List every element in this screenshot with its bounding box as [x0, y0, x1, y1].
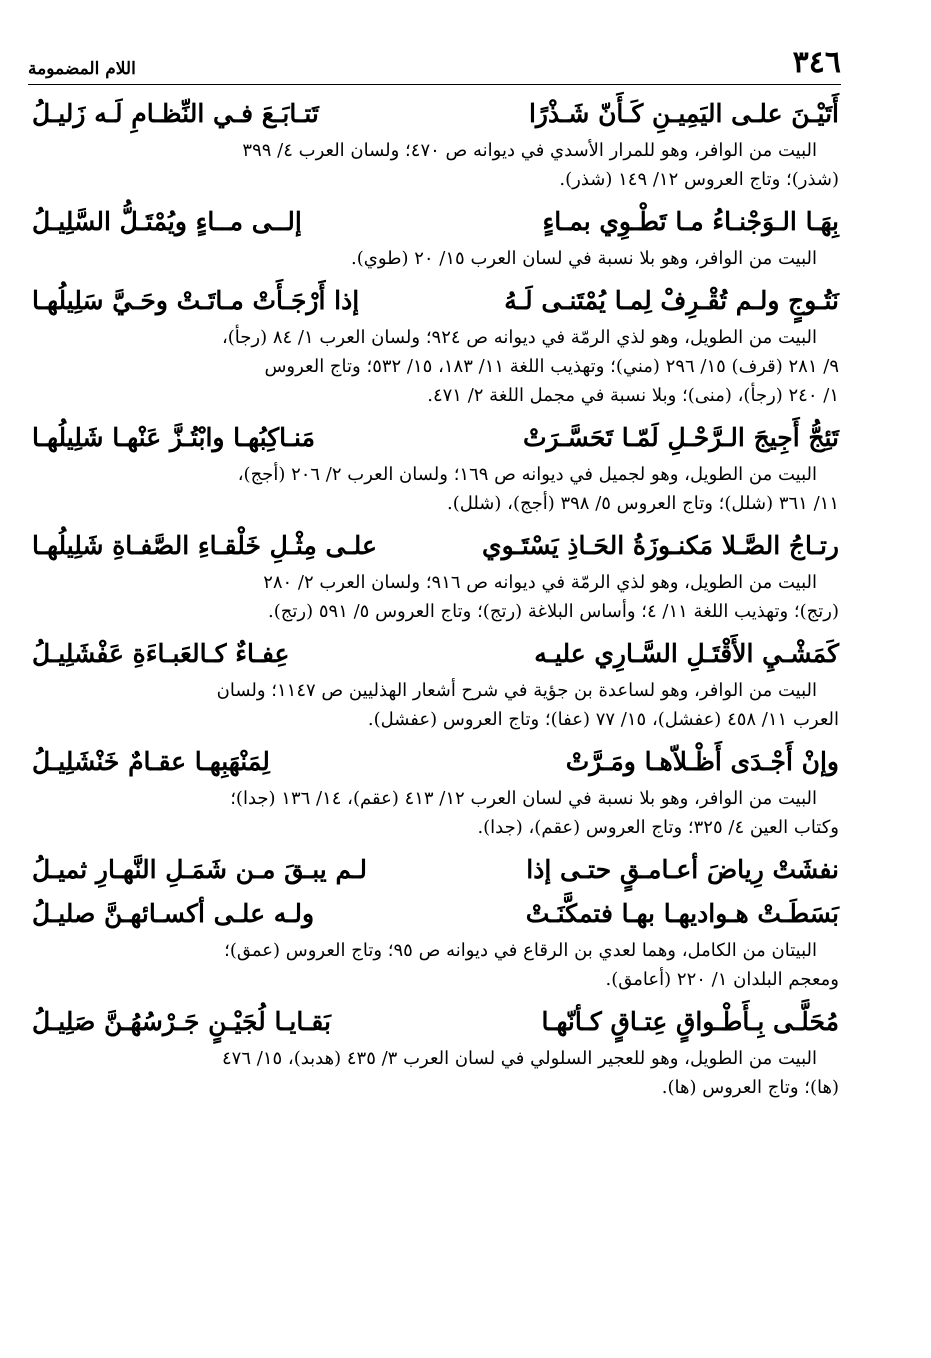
poetry-entry — [32, 416, 839, 518]
second-hemistich: إلــى مــاءٍ ويُمْتَـلُّ السَّلِيـلُ — [32, 207, 302, 236]
second-hemistich: لِمَنْهَبِهـا عقـامٌ خَنْشَلِيـلُ — [32, 747, 270, 776]
poetry-entry — [32, 92, 839, 194]
footnote — [32, 676, 839, 734]
footnote-line: البيت من الطويل، وهو لجميل في ديوانه ص ١٦٩؛ ولسان العرب ٢/ ٢٠٦ (أجج)، — [237, 464, 817, 485]
footnote — [32, 784, 839, 842]
footnote-line: البيتان من الكامل، وهما لعدي بن الرقاع في ديوانه ص ٩٥؛ وتاج العروس (عمق)؛ — [224, 940, 817, 961]
first-hemistich: وإنْ أَجْـدَى أَظْـلاّهـا ومَـرَّتْ — [565, 747, 839, 776]
first-hemistich: كَمَشْـيِ الأَقْتَـلِ السَّـارِي عليـه — [534, 639, 839, 668]
page-number: ٣٤٦ — [792, 45, 841, 80]
verse-line — [32, 200, 839, 244]
footnote-line: البيت من الطويل، وهو لذي الرمّة في ديوانه ص ٩١٦؛ ولسان العرب ٢/ ٢٨٠ — [263, 572, 817, 593]
footnote — [32, 244, 839, 273]
verse-line — [32, 892, 839, 936]
running-title: اللام المضمومة — [28, 59, 136, 79]
footnote-line: (شذر)؛ وتاج العروس ١٢/ ١٤٩ (شذر). — [559, 169, 839, 190]
second-hemistich: تَتـابَـعَ فـي النِّظـامِ لَـه زَليـلُ — [32, 99, 319, 128]
footnote-line: ٩/ ٢٨١ (قرف) ١٥/ ٢٩٦ (مني)؛ وتهذيب اللغة ١١/ ١٨٣، ١٥/ ٥٣٢؛ وتاج العروس — [264, 356, 839, 377]
second-hemistich: إذا أَرْجَـأَتْ مـاتَـتْ وحَـيَّ سَلِيلُهـا — [32, 286, 360, 315]
footnote-line: (ها)؛ وتاج العروس (ها). — [661, 1077, 839, 1098]
footnote — [32, 323, 839, 410]
first-hemistich: تَئِجُّ أَجِيجَ الـرَّحْـلِ لَمّـا تَحَسَّـرَتْ — [523, 423, 839, 452]
footnote-line: البيت من الوافر، وهو بلا نسبة في لسان العرب ١٥/ ٢٠ (طوي). — [351, 248, 817, 269]
footnote-line: البيت من الوافر، وهو لساعدة بن جؤية في شرح أشعار الهذليين ص ١١٤٧؛ ولسان — [216, 680, 817, 701]
verse-line — [32, 416, 839, 460]
poetry-entry — [32, 848, 839, 994]
verse-line — [32, 740, 839, 784]
second-hemistich: عِفـاءٌ كـالعَبـاءَةِ عَفْشَلِيـلُ — [32, 639, 290, 668]
footnote-line: ومعجم البلدان ١/ ٢٢٠ (أعامق). — [605, 969, 839, 990]
first-hemistich: نفشَتْ رِياضَ أعـامـقٍ حتـى إذا — [526, 855, 839, 884]
first-hemistich: مُحَلَّـى بِـأَطْـواقٍ عِتـاقٍ كـأنّهـا — [541, 1007, 839, 1036]
second-hemistich: لـم يبـقَ مـن شَمَـلِ النَّهـارِ ثميـلُ — [32, 855, 368, 884]
poetry-entry — [32, 740, 839, 842]
verse-line — [32, 848, 839, 892]
second-hemistich: ولـه علـى أكسـائهـنَّ صليـلُ — [32, 899, 315, 928]
verse-line — [32, 1000, 839, 1044]
second-hemistich: علـى مِثْـلِ خَلْقـاءِ الصَّفـاةِ شَلِيلُهـا — [32, 531, 377, 560]
footnote — [32, 136, 839, 194]
second-hemistich: مَنـاكِبُهـا وابْتُـزَّ عَنْهـا شَلِيلُهـا — [32, 423, 315, 452]
footnote — [32, 936, 839, 994]
poetry-entry — [32, 524, 839, 626]
second-hemistich: بَقـايـا لُجَيْـنٍ جَـرْسُهُـنَّ صَلِيـلُ — [32, 1007, 331, 1036]
footnote-line: البيت من الوافر، وهو للمرار الأسدي في ديوانه ص ٤٧٠؛ ولسان العرب ٤/ ٣٩٩ — [242, 140, 817, 161]
poetry-entry — [32, 200, 839, 273]
footnote — [32, 568, 839, 626]
verse-line — [32, 279, 839, 323]
footnote-line: البيت من الوافر، وهو بلا نسبة في لسان العرب ١٢/ ٤١٣ (عقم)، ١٤/ ١٣٦ (جدا)؛ — [230, 788, 817, 809]
poetry-entry — [32, 632, 839, 734]
verse-line — [32, 524, 839, 568]
first-hemistich: رتـاجُ الصَّـلا مَكنـوزَةُ الحَـاذِ يَسْتَـوي — [482, 531, 839, 560]
first-hemistich: نَتُـوجٍ ولـم تُقْـرِفْ لِمـا يُمْتَنـى لَـهُ — [504, 286, 839, 315]
verse-line — [32, 632, 839, 676]
footnote-line: البيت من الطويل، وهو لذي الرمّة في ديوانه ص ٩٢٤؛ ولسان العرب ١/ ٨٤ (رجأ)، — [221, 327, 817, 348]
page-header — [28, 40, 841, 85]
first-hemistich: بَسَطَـتْ هـواديهـا بهـا فتمكَّنَـتْ — [525, 899, 839, 928]
footnote-line: البيت من الطويل، وهو للعجير السلولي في لسان العرب ٣/ ٤٣٥ (هدبد)، ١٥/ ٤٧٦ — [222, 1048, 817, 1069]
footnote-line: وكتاب العين ٤/ ٣٢٥؛ وتاج العروس (عقم)، (جدا). — [477, 817, 839, 838]
first-hemistich: بِهَـا الـوَجْنـاءُ مـا تَطْـوِي بمـاءٍ — [542, 207, 839, 236]
first-hemistich: أَتَيْـنَ علـى اليَمِيـنِ كَـأَنّ شَـذْرًا — [528, 99, 839, 128]
footnote-line: ١/ ٢٤٠ (رجأ)، (منى)؛ وبلا نسبة في مجمل اللغة ٢/ ٤٧١. — [427, 385, 839, 406]
footnote — [32, 460, 839, 518]
footnote-line: العرب ١١/ ٤٥٨ (عفشل)، ١٥/ ٧٧ (عفا)؛ وتاج العروس (عفشل). — [367, 709, 839, 730]
entries-list — [32, 92, 839, 1108]
verse-line — [32, 92, 839, 136]
footnote — [32, 1044, 839, 1102]
footnote-line: (رتج)؛ وتهذيب اللغة ١١/ ٤؛ وأساس البلاغة (رتج)؛ وتاج العروس ٥/ ٥٩١ (رتج). — [268, 601, 839, 622]
footnote-line: ١١/ ٣٦١ (شلل)؛ وتاج العروس ٥/ ٣٩٨ (أجج)، (شلل). — [446, 493, 839, 514]
poetry-entry — [32, 1000, 839, 1102]
poetry-entry — [32, 279, 839, 410]
